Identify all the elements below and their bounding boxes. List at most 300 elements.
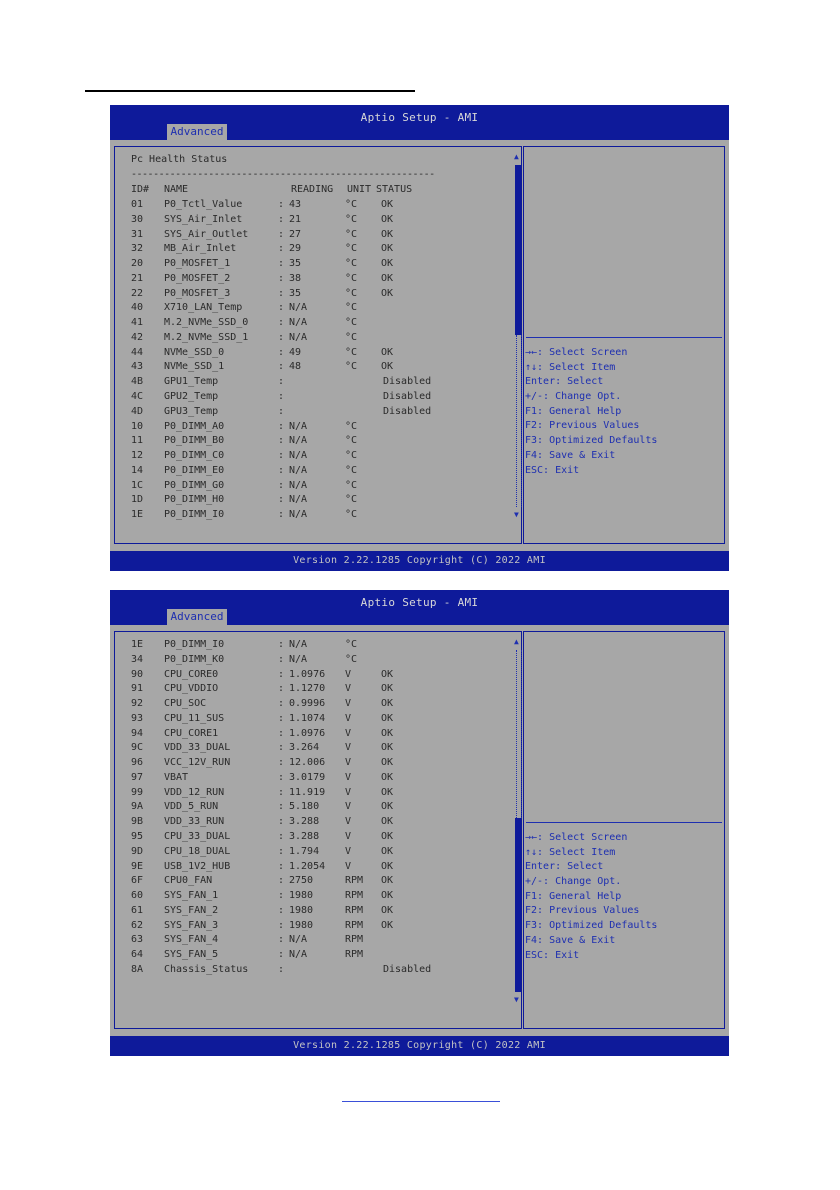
sensor-reading: N/A	[289, 317, 308, 329]
sensor-reading: 0.9996	[289, 698, 326, 710]
sensor-status: OK	[381, 698, 394, 710]
key-help-item: F3: Optimized Defaults	[525, 920, 658, 932]
sensor-unit: °C	[345, 317, 358, 329]
sensor-id: 1D	[131, 494, 144, 506]
sensor-reading: N/A	[289, 420, 308, 432]
sensor-unit: °C	[345, 639, 358, 650]
colon-separator: :	[278, 450, 285, 462]
bios-screen-1	[110, 105, 729, 571]
sensor-name: P0_DIMM_G0	[164, 479, 225, 491]
colon-separator: :	[278, 742, 285, 754]
scrollbar[interactable]	[515, 153, 522, 519]
sensor-id: 93	[131, 712, 144, 724]
sensor-reading: 3.0179	[289, 771, 326, 783]
scroll-down-icon[interactable]: ▼	[514, 510, 519, 519]
col-unit-header: UNIT	[347, 184, 372, 195]
sensor-status: OK	[381, 890, 394, 902]
col-status-header: STATUS	[376, 184, 413, 195]
tab-advanced[interactable]: Advanced	[167, 124, 227, 140]
sensor-name: P0_DIMM_K0	[164, 653, 225, 665]
sensor-id: 1E	[131, 639, 144, 650]
sensor-unit: °C	[345, 361, 358, 373]
sensor-reading: 11.919	[289, 786, 326, 798]
sensor-name: CPU_CORE1	[164, 727, 219, 739]
scroll-track[interactable]	[516, 650, 522, 818]
sensor-reading: N/A	[289, 949, 308, 961]
col-reading-header: READING	[291, 184, 334, 195]
sensor-unit: RPM	[345, 904, 364, 916]
sensor-id: 92	[131, 698, 144, 710]
sensor-name: CPU_11_SUS	[164, 712, 225, 724]
sensor-reading: N/A	[289, 494, 308, 506]
colon-separator: :	[278, 287, 285, 299]
sensor-status: OK	[381, 786, 394, 798]
sensor-id: 95	[131, 831, 144, 842]
key-help-item: ↑↓: Select Item	[525, 361, 616, 373]
sensor-name: CPU0_FAN	[164, 875, 213, 887]
sensor-status: OK	[381, 757, 394, 769]
sensor-status: OK	[381, 742, 394, 754]
sensor-id: 4C	[131, 391, 144, 402]
sensor-reading: 1.1074	[289, 712, 326, 724]
sensor-name: Chassis_Status	[164, 963, 249, 975]
key-help-item: F1: General Help	[525, 890, 622, 902]
sensor-id: 30	[131, 213, 144, 225]
sensor-reading: 49	[289, 346, 302, 358]
sensor-name: CPU_18_DUAL	[164, 845, 231, 857]
sensor-reading: N/A	[289, 331, 308, 343]
sensor-status: OK	[381, 258, 394, 270]
sensor-status: OK	[381, 668, 394, 680]
colon-separator: :	[278, 786, 285, 798]
sensor-panel	[114, 146, 522, 544]
sensor-id: 14	[131, 464, 144, 476]
sensor-unit: °C	[345, 287, 358, 299]
key-help-item: ESC: Exit	[525, 949, 580, 961]
sensor-name: P0_MOSFET_3	[164, 287, 231, 299]
sensor-name: P0_MOSFET_2	[164, 272, 231, 284]
sensor-unit: RPM	[345, 919, 364, 931]
key-help-item: ESC: Exit	[525, 464, 580, 476]
sensor-unit: V	[345, 712, 352, 724]
colon-separator: :	[278, 258, 285, 270]
sensor-reading: N/A	[289, 509, 308, 521]
colon-separator: :	[278, 420, 285, 432]
table-header	[131, 183, 413, 197]
sensor-status: OK	[381, 831, 394, 842]
colon-separator: :	[278, 831, 285, 842]
sensor-id: 96	[131, 757, 144, 769]
sensor-reading: N/A	[289, 934, 308, 946]
col-name-header: NAME	[164, 184, 189, 195]
sensor-status: OK	[381, 683, 394, 695]
sensor-status: OK	[381, 213, 394, 225]
colon-separator: :	[278, 875, 285, 887]
sensor-unit: °C	[345, 331, 358, 343]
sensor-id: 12	[131, 450, 144, 462]
colon-separator: :	[278, 435, 285, 447]
sensor-id: 22	[131, 287, 144, 299]
key-help-item: F2: Previous Values	[525, 905, 640, 917]
sensor-name: SYS_FAN_2	[164, 904, 219, 916]
sensor-name: USB_1V2_HUB	[164, 860, 231, 872]
sensor-unit: °C	[345, 228, 358, 240]
sensor-id: 1E	[131, 509, 144, 521]
sensor-id: 40	[131, 302, 144, 314]
sensor-id: 11	[131, 435, 144, 447]
bios-header	[110, 590, 729, 625]
sensor-name: GPU1_Temp	[164, 376, 219, 388]
sensor-name: X710_LAN_Temp	[164, 302, 243, 314]
sensor-id: 64	[131, 949, 144, 961]
sensor-name: CPU_CORE0	[164, 668, 219, 680]
sensor-name: CPU_SOC	[164, 698, 207, 710]
sensor-id: 31	[131, 228, 144, 240]
sensor-status: OK	[381, 875, 394, 887]
sensor-status: OK	[381, 346, 394, 358]
sensor-status: OK	[381, 816, 394, 828]
sensor-id: 97	[131, 771, 144, 783]
section-heading: Pc Health Status	[131, 154, 228, 165]
sensor-unit: °C	[345, 213, 358, 225]
sensor-id: 10	[131, 420, 144, 432]
sensor-id: 9E	[131, 860, 144, 872]
sensor-unit: °C	[345, 199, 358, 210]
sensor-reading: 29	[289, 243, 302, 255]
sensor-name: SYS_Air_Outlet	[164, 228, 249, 240]
sensor-name: SYS_FAN_3	[164, 919, 219, 931]
scroll-track[interactable]	[516, 335, 522, 507]
colon-separator: :	[278, 904, 285, 916]
key-help-item: F4: Save & Exit	[525, 934, 616, 946]
sensor-id: 9B	[131, 816, 144, 828]
sensor-unit: RPM	[345, 890, 364, 902]
divider-dashes: -------------------------------------------------------	[131, 169, 435, 180]
sensor-reading: 5.180	[289, 801, 320, 813]
sensor-unit: °C	[345, 450, 358, 462]
sensor-unit: V	[345, 845, 352, 857]
sensor-unit: V	[345, 698, 352, 710]
sensor-unit: °C	[345, 258, 358, 270]
sensor-reading: 27	[289, 228, 302, 240]
colon-separator: :	[278, 317, 285, 329]
sensor-name: CPU_33_DUAL	[164, 831, 231, 842]
sensor-status: OK	[381, 361, 394, 373]
colon-separator: :	[278, 376, 285, 388]
sensor-name: P0_DIMM_I0	[164, 639, 225, 650]
sensor-unit: V	[345, 742, 352, 754]
colon-separator: :	[278, 405, 285, 417]
sensor-reading: N/A	[289, 479, 308, 491]
sensor-id: 4D	[131, 405, 144, 417]
sensor-name: VDD_5_RUN	[164, 801, 219, 813]
col-id-header: ID#	[131, 184, 150, 195]
sensor-reading: 1.0976	[289, 668, 326, 680]
sensor-id: 94	[131, 727, 144, 739]
sensor-unit: V	[345, 668, 352, 680]
sensor-unit: V	[345, 683, 352, 695]
colon-separator: :	[278, 712, 285, 724]
sensor-id: 1C	[131, 479, 144, 491]
colon-separator: :	[278, 668, 285, 680]
sensor-status: Disabled	[383, 376, 432, 388]
sensor-name: CPU_VDDIO	[164, 683, 219, 695]
sensor-name: NVMe_SSD_0	[164, 346, 225, 358]
scroll-down-icon[interactable]: ▼	[514, 995, 519, 1004]
colon-separator: :	[278, 346, 285, 358]
colon-separator: :	[278, 698, 285, 710]
sensor-unit: °C	[345, 435, 358, 447]
colon-separator: :	[278, 391, 285, 402]
scroll-thumb[interactable]	[515, 818, 521, 992]
sensor-id: 8A	[131, 963, 144, 975]
colon-separator: :	[278, 653, 285, 665]
sensor-unit: °C	[345, 420, 358, 432]
sensor-unit: V	[345, 771, 352, 783]
bios-screen-2	[110, 590, 729, 1056]
sensor-unit: °C	[345, 509, 358, 521]
help-panel	[523, 631, 725, 1029]
bios-header	[110, 105, 729, 140]
sensor-reading: 1980	[289, 890, 314, 902]
sensor-id: 90	[131, 668, 144, 680]
sensor-reading: 1980	[289, 904, 314, 916]
colon-separator: :	[278, 727, 285, 739]
key-help-item: Enter: Select	[525, 861, 604, 873]
sensor-unit: °C	[345, 653, 358, 665]
sensor-reading: N/A	[289, 464, 308, 476]
sensor-name: GPU2_Temp	[164, 391, 219, 402]
sensor-status: OK	[381, 904, 394, 916]
sensor-status: OK	[381, 801, 394, 813]
sensor-status: Disabled	[383, 391, 432, 402]
sensor-name: VCC_12V_RUN	[164, 757, 231, 769]
sensor-reading: 1.794	[289, 845, 320, 857]
sensor-unit: V	[345, 860, 352, 872]
colon-separator: :	[278, 361, 285, 373]
scroll-up-icon[interactable]: ▲	[514, 637, 519, 646]
colon-separator: :	[278, 919, 285, 931]
sensor-status: OK	[381, 845, 394, 857]
sensor-id: 62	[131, 919, 144, 931]
sensor-name: SYS_FAN_5	[164, 949, 219, 961]
sensor-id: 6F	[131, 875, 144, 887]
colon-separator: :	[278, 302, 285, 314]
colon-separator: :	[278, 801, 285, 813]
key-help-item: →←: Select Screen	[525, 832, 628, 843]
sensor-id: 9A	[131, 801, 144, 813]
sensor-reading: 43	[289, 199, 302, 210]
sensor-unit: °C	[345, 243, 358, 255]
colon-separator: :	[278, 464, 285, 476]
sensor-reading: 1980	[289, 919, 314, 931]
sensor-status: OK	[381, 727, 394, 739]
colon-separator: :	[278, 199, 285, 210]
colon-separator: :	[278, 949, 285, 961]
sensor-unit: RPM	[345, 934, 364, 946]
sensor-name: MB_Air_Inlet	[164, 243, 237, 255]
sensor-status: OK	[381, 771, 394, 783]
sensor-id: 60	[131, 890, 144, 902]
sensor-status: OK	[381, 272, 394, 284]
colon-separator: :	[278, 509, 285, 521]
help-panel	[523, 146, 725, 544]
sensor-id: 20	[131, 258, 144, 270]
sensor-id: 43	[131, 361, 144, 373]
key-help-list	[525, 346, 657, 478]
tab-advanced[interactable]: Advanced	[167, 609, 227, 625]
sensor-panel	[114, 631, 522, 1029]
sensor-unit: V	[345, 831, 352, 842]
sensor-name: GPU3_Temp	[164, 405, 219, 417]
sensor-unit: °C	[345, 346, 358, 358]
sensor-id: 42	[131, 331, 144, 343]
sensor-reading: 3.288	[289, 831, 320, 842]
sensor-unit: °C	[345, 464, 358, 476]
sensor-id: 21	[131, 272, 144, 284]
sensor-unit: V	[345, 816, 352, 828]
scrollbar[interactable]	[515, 638, 522, 1004]
sensor-status: Disabled	[383, 963, 432, 975]
key-help-item: →←: Select Screen	[525, 347, 628, 358]
sensor-name: P0_DIMM_A0	[164, 420, 225, 432]
key-help-item: Enter: Select	[525, 376, 604, 388]
sensor-reading: 48	[289, 361, 302, 373]
sensor-unit: V	[345, 801, 352, 813]
colon-separator: :	[278, 860, 285, 872]
scroll-up-icon[interactable]: ▲	[514, 152, 519, 161]
sensor-id: 63	[131, 934, 144, 946]
sensor-name: M.2_NVMe_SSD_1	[164, 331, 249, 343]
sensor-name: P0_DIMM_B0	[164, 435, 225, 447]
sensor-id: 99	[131, 786, 144, 798]
key-help-item: F2: Previous Values	[525, 420, 640, 432]
sensor-name: VDD_33_RUN	[164, 816, 225, 828]
colon-separator: :	[278, 890, 285, 902]
colon-separator: :	[278, 228, 285, 240]
colon-separator: :	[278, 963, 285, 975]
sensor-status: OK	[381, 287, 394, 299]
sensor-id: 41	[131, 317, 144, 329]
sensor-name: P0_DIMM_C0	[164, 450, 225, 462]
colon-separator: :	[278, 639, 285, 650]
colon-separator: :	[278, 771, 285, 783]
sensor-reading: 2750	[289, 875, 314, 887]
sensor-name: VBAT	[164, 771, 189, 783]
bios-footer: Version 2.22.1285 Copyright (C) 2022 AMI	[110, 1036, 729, 1056]
sensor-reading: N/A	[289, 653, 308, 665]
sensor-name: P0_Tctl_Value	[164, 199, 243, 210]
sensor-id: 01	[131, 199, 144, 210]
sensor-id: 61	[131, 904, 144, 916]
sensor-unit: °C	[345, 272, 358, 284]
sensor-status: OK	[381, 860, 394, 872]
help-divider	[526, 337, 722, 338]
bios-title: Aptio Setup - AMI	[360, 111, 479, 124]
colon-separator: :	[278, 934, 285, 946]
sensor-reading: 1.1270	[289, 683, 326, 695]
sensor-status: OK	[381, 919, 394, 931]
colon-separator: :	[278, 683, 285, 695]
sensor-name: P0_DIMM_I0	[164, 509, 225, 521]
sensor-reading: 1.2054	[289, 860, 326, 872]
colon-separator: :	[278, 243, 285, 255]
scroll-thumb[interactable]	[515, 165, 521, 335]
colon-separator: :	[278, 331, 285, 343]
bios-title: Aptio Setup - AMI	[360, 596, 479, 609]
colon-separator: :	[278, 494, 285, 506]
sensor-name: VDD_33_DUAL	[164, 742, 231, 754]
key-help-item: F1: General Help	[525, 405, 622, 417]
colon-separator: :	[278, 816, 285, 828]
key-help-item: F3: Optimized Defaults	[525, 435, 658, 447]
sensor-reading: N/A	[289, 435, 308, 447]
sensor-id: 32	[131, 243, 144, 255]
sensor-id: 4B	[131, 376, 144, 388]
sensor-unit: RPM	[345, 875, 364, 887]
key-help-item: +/-: Change Opt.	[525, 391, 622, 403]
sensor-reading: 3.264	[289, 742, 320, 754]
sensor-status: OK	[381, 199, 394, 210]
sensor-name: SYS_FAN_4	[164, 934, 219, 946]
colon-separator: :	[278, 757, 285, 769]
colon-separator: :	[278, 845, 285, 857]
sensor-reading: 1.0976	[289, 727, 326, 739]
sensor-unit: RPM	[345, 949, 364, 961]
sensor-status: OK	[381, 228, 394, 240]
colon-separator: :	[278, 479, 285, 491]
sensor-name: NVMe_SSD_1	[164, 361, 225, 373]
page-link-underline	[342, 1101, 500, 1102]
sensor-status: OK	[381, 712, 394, 724]
sensor-id: 9D	[131, 845, 144, 857]
sensor-reading: 12.006	[289, 757, 326, 769]
sensor-name: SYS_Air_Inlet	[164, 213, 243, 225]
sensor-reading: 35	[289, 287, 302, 299]
page-top-rule	[85, 90, 415, 92]
sensor-reading: N/A	[289, 450, 308, 462]
sensor-reading: N/A	[289, 639, 308, 650]
sensor-reading: 35	[289, 258, 302, 270]
sensor-id: 34	[131, 653, 144, 665]
bios-footer: Version 2.22.1285 Copyright (C) 2022 AMI	[110, 551, 729, 571]
sensor-id: 9C	[131, 742, 144, 754]
sensor-unit: V	[345, 786, 352, 798]
sensor-name: P0_DIMM_E0	[164, 464, 225, 476]
sensor-reading: 38	[289, 272, 302, 284]
sensor-name: SYS_FAN_1	[164, 890, 219, 902]
sensor-reading: 21	[289, 213, 302, 225]
sensor-status: OK	[381, 243, 394, 255]
help-divider	[526, 822, 722, 823]
sensor-unit: V	[345, 757, 352, 769]
sensor-name: M.2_NVMe_SSD_0	[164, 317, 249, 329]
key-help-item: F4: Save & Exit	[525, 449, 616, 461]
sensor-unit: °C	[345, 302, 358, 314]
sensor-reading: N/A	[289, 302, 308, 314]
sensor-unit: °C	[345, 479, 358, 491]
key-help-list	[525, 831, 657, 963]
sensor-status: Disabled	[383, 405, 432, 417]
sensor-name: P0_MOSFET_1	[164, 258, 231, 270]
sensor-unit: °C	[345, 494, 358, 506]
sensor-id: 91	[131, 683, 144, 695]
key-help-item: ↑↓: Select Item	[525, 846, 616, 858]
sensor-id: 44	[131, 346, 144, 358]
colon-separator: :	[278, 213, 285, 225]
sensor-name: VDD_12_RUN	[164, 786, 225, 798]
sensor-reading: 3.288	[289, 816, 320, 828]
